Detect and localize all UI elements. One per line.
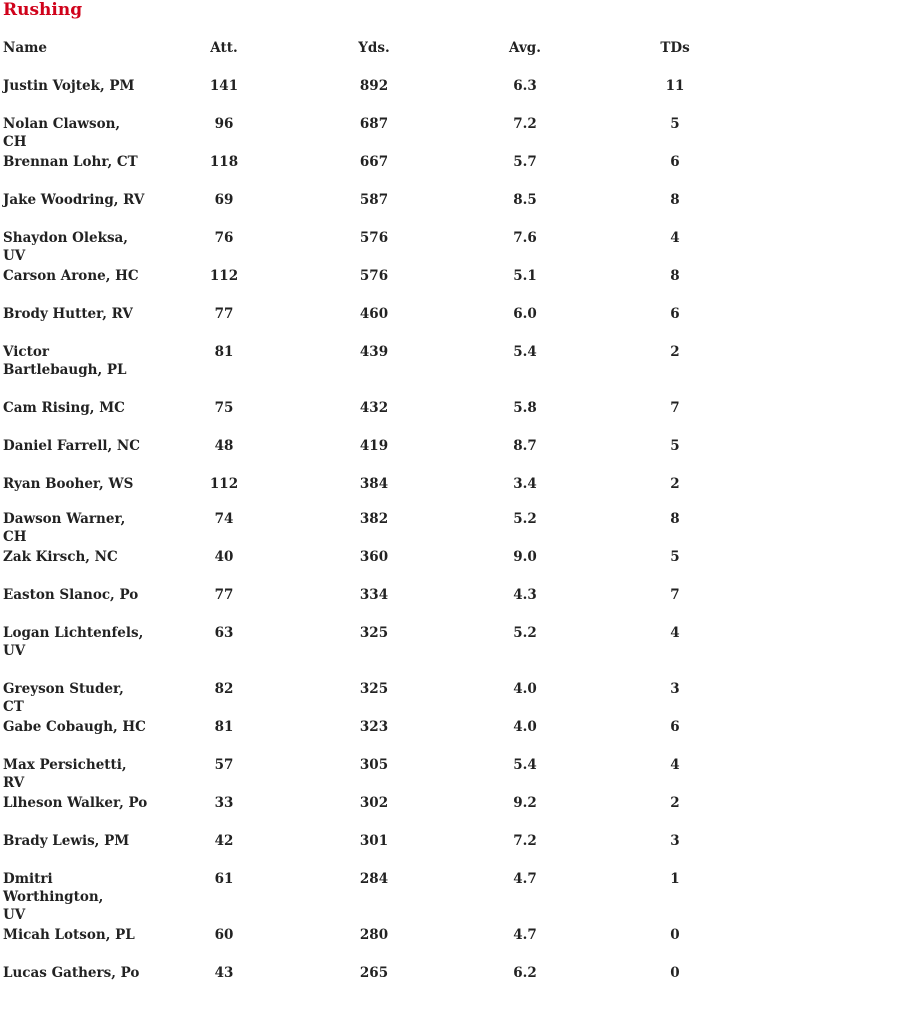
table-row [0,399,760,437]
average: 5.7 [513,154,537,170]
table-row [0,586,760,624]
table-row [0,191,760,229]
player-name: Gabe Cobaugh, HC [3,719,146,735]
attempts: 112 [209,476,239,492]
table-row [0,229,760,267]
table-row [0,267,760,305]
attempts: 33 [214,795,234,811]
attempts: 48 [214,438,234,454]
player-name: Brennan Lohr, CT [3,154,138,170]
attempts: 75 [214,400,234,416]
attempts: 69 [214,192,234,208]
player-name: Lucas Gathers, Po [3,965,140,981]
attempts: 96 [214,116,234,132]
average: 5.1 [513,268,537,284]
rushing-table [0,39,760,1002]
yards: 323 [359,719,389,735]
attempts: 57 [214,757,234,773]
touchdowns: 1 [670,871,680,887]
touchdowns: 11 [665,78,685,94]
touchdowns: 8 [670,192,680,208]
yards: 325 [359,681,389,697]
player-name: Carson Arone, HC [3,268,139,284]
column-header-avg: Avg. [509,40,541,56]
touchdowns: 3 [670,833,680,849]
touchdowns: 2 [670,476,680,492]
average: 3.4 [513,476,537,492]
yards: 419 [359,438,389,454]
average: 4.0 [513,681,537,697]
touchdowns: 5 [670,549,680,565]
column-header-tds: TDs [660,40,690,56]
table-row [0,964,760,1002]
attempts: 61 [214,871,234,887]
average: 5.4 [513,757,537,773]
yards: 284 [359,871,389,887]
player-name: Logan Lichtenfels, UV [3,625,144,659]
touchdowns: 8 [670,268,680,284]
average: 5.4 [513,344,537,360]
table-row [0,832,760,870]
attempts: 141 [209,78,239,94]
attempts: 81 [214,719,234,735]
touchdowns: 3 [670,681,680,697]
player-name: Llheson Walker, Po [3,795,148,811]
yards: 432 [359,400,389,416]
table-row [0,343,760,399]
average: 5.2 [513,511,537,527]
attempts: 40 [214,549,234,565]
attempts: 82 [214,681,234,697]
touchdowns: 4 [670,757,680,773]
touchdowns: 8 [670,511,680,527]
touchdowns: 2 [670,344,680,360]
average: 6.3 [513,78,537,94]
average: 7.2 [513,116,537,132]
average: 8.7 [513,438,537,454]
average: 8.5 [513,192,537,208]
attempts: 63 [214,625,234,641]
player-name: Dawson Warner, CH [3,511,126,545]
yards: 305 [359,757,389,773]
average: 9.0 [513,549,537,565]
attempts: 60 [214,927,234,943]
section-title: Rushing [3,0,83,20]
average: 6.2 [513,965,537,981]
touchdowns: 7 [670,400,680,416]
column-header-name: Name [3,40,47,56]
table-row [0,624,760,680]
touchdowns: 4 [670,230,680,246]
touchdowns: 6 [670,719,680,735]
player-name: Justin Vojtek, PM [3,78,135,94]
attempts: 77 [214,587,234,603]
attempts: 81 [214,344,234,360]
yards: 460 [359,306,389,322]
attempts: 77 [214,306,234,322]
attempts: 76 [214,230,234,246]
average: 7.2 [513,833,537,849]
yards: 892 [359,78,389,94]
yards: 576 [359,230,389,246]
average: 4.0 [513,719,537,735]
column-header-yds: Yds. [358,40,390,56]
yards: 687 [359,116,389,132]
touchdowns: 2 [670,795,680,811]
yards: 301 [359,833,389,849]
average: 9.2 [513,795,537,811]
attempts: 74 [214,511,234,527]
touchdowns: 7 [670,587,680,603]
attempts: 112 [209,268,239,284]
touchdowns: 6 [670,154,680,170]
yards: 334 [359,587,389,603]
yards: 360 [359,549,389,565]
player-name: Brady Lewis, PM [3,833,130,849]
player-name: Greyson Studer, CT [3,681,124,715]
player-name: Daniel Farrell, NC [3,438,140,454]
player-name: Brody Hutter, RV [3,306,133,322]
player-name: Easton Slanoc, Po [3,587,139,603]
yards: 265 [359,965,389,981]
average: 4.7 [513,927,537,943]
table-row [0,756,760,794]
table-row [0,475,760,510]
yards: 384 [359,476,389,492]
average: 5.2 [513,625,537,641]
player-name: Nolan Clawson, CH [3,116,121,150]
column-header-att: Att. [210,40,238,56]
attempts: 118 [209,154,239,170]
player-name: Max Persichetti, RV [3,757,127,791]
player-name: Ryan Booher, WS [3,476,134,492]
average: 7.6 [513,230,537,246]
table-row [0,153,760,191]
table-row [0,510,760,548]
average: 4.7 [513,871,537,887]
player-name: Zak Kirsch, NC [3,549,118,565]
table-row [0,794,760,832]
player-name: Cam Rising, MC [3,400,125,416]
player-name: Jake Woodring, RV [3,192,145,208]
table-row [0,305,760,343]
touchdowns: 5 [670,116,680,132]
average: 4.3 [513,587,537,603]
table-row [0,718,760,756]
touchdowns: 6 [670,306,680,322]
yards: 280 [359,927,389,943]
table-row [0,680,760,718]
average: 6.0 [513,306,537,322]
table-row [0,870,760,926]
table-row [0,77,760,115]
yards: 667 [359,154,389,170]
player-name: Micah Lotson, PL [3,927,135,943]
attempts: 42 [214,833,234,849]
average: 5.8 [513,400,537,416]
touchdowns: 5 [670,438,680,454]
yards: 325 [359,625,389,641]
player-name: Victor Bartlebaugh, PL [3,344,127,378]
yards: 439 [359,344,389,360]
yards: 587 [359,192,389,208]
yards: 576 [359,268,389,284]
yards: 382 [359,511,389,527]
yards: 302 [359,795,389,811]
header-row [0,39,760,77]
table-row [0,548,760,586]
table-row [0,926,760,964]
touchdowns: 0 [670,927,680,943]
player-name: Dmitri Worthington, UV [3,871,104,923]
table-row [0,115,760,153]
table-row [0,437,760,475]
touchdowns: 0 [670,965,680,981]
touchdowns: 4 [670,625,680,641]
attempts: 43 [214,965,234,981]
player-name: Shaydon Oleksa, UV [3,230,128,264]
